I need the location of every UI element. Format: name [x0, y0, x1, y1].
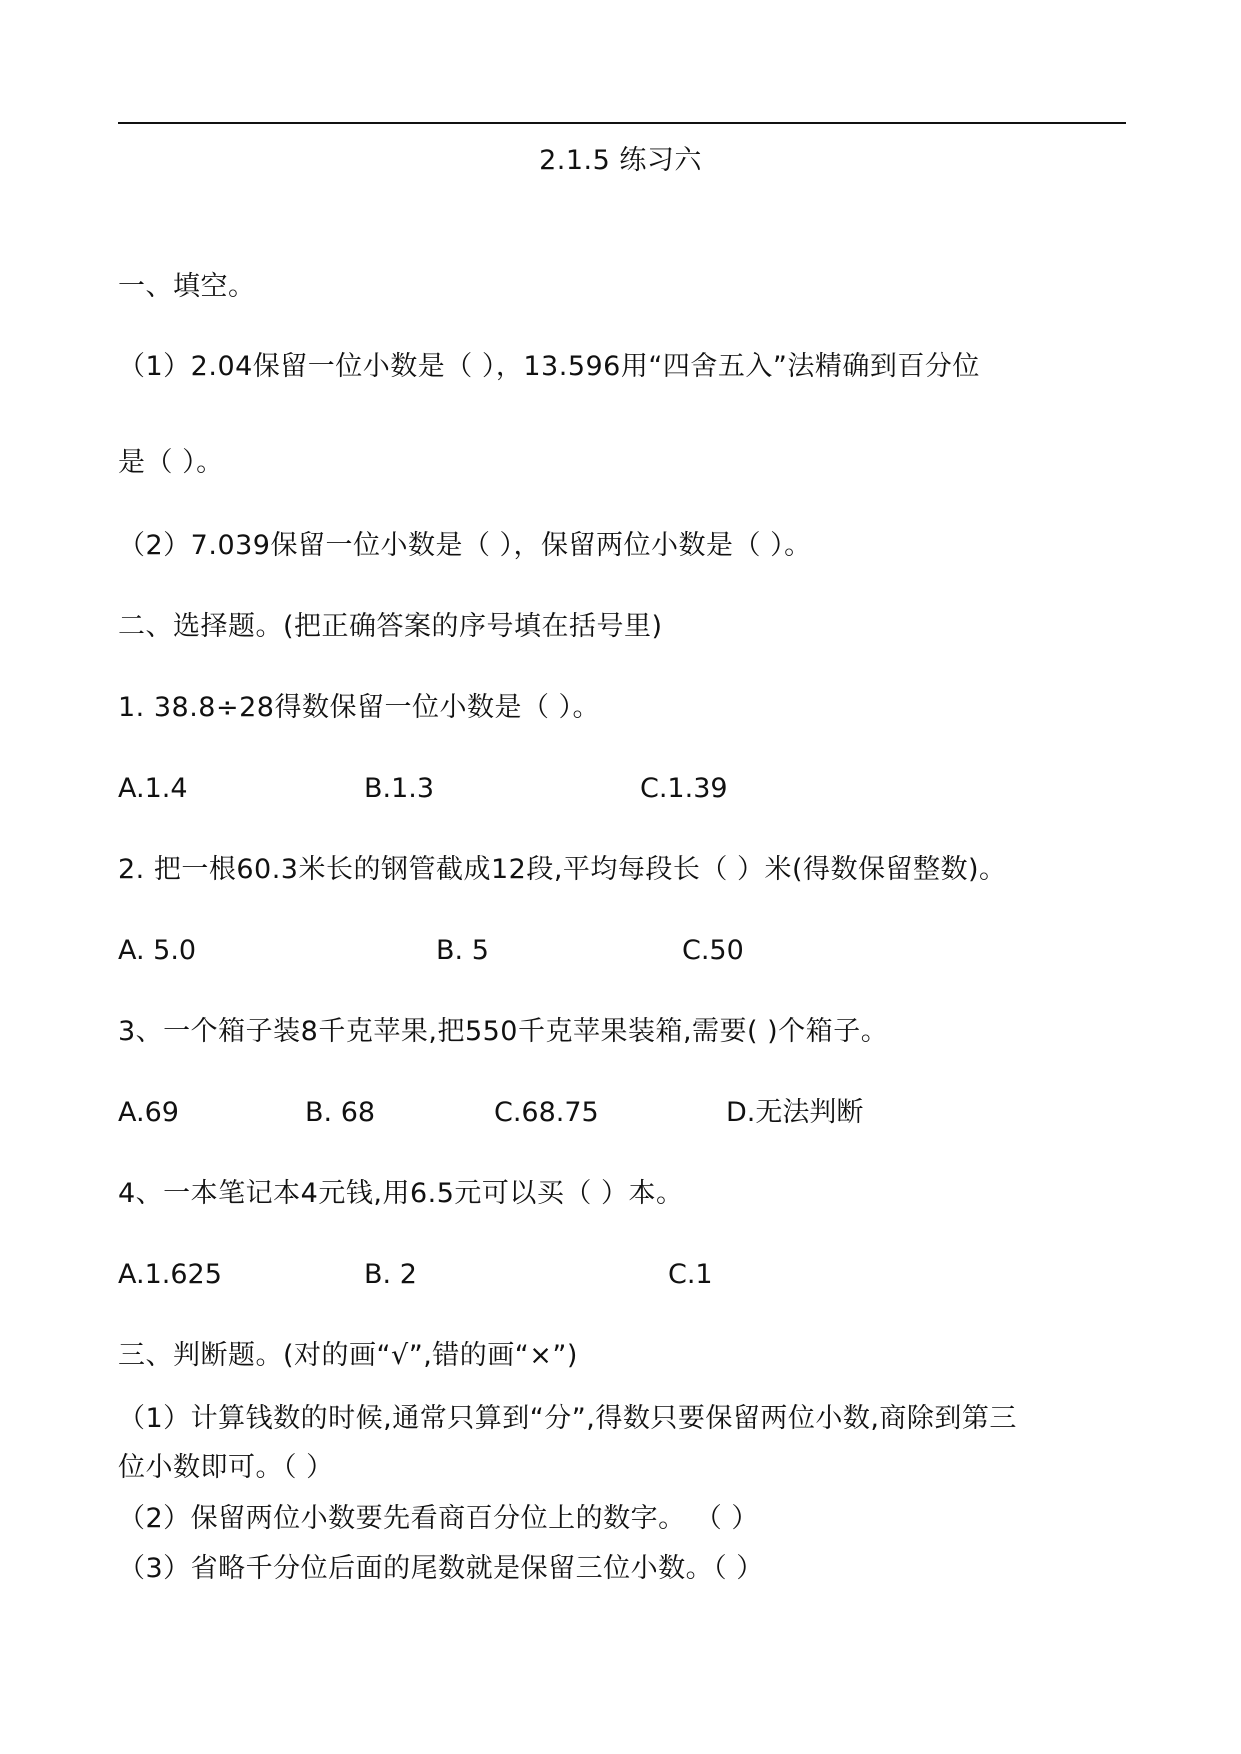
- judge-question-2: （2）保留两位小数要先看商百分位上的数字。 （ ）: [118, 1503, 759, 1534]
- fill-question-1-line-1: （1）2.04保留一位小数是（ ），13.596用“四舍五入”法精确到百分位: [118, 351, 980, 382]
- section-2-heading: 二、选择题。(把正确答案的序号填在括号里): [118, 611, 663, 642]
- choice-2-option-c: C.50: [682, 935, 744, 966]
- choice-1-option-c: C.1.39: [640, 773, 728, 804]
- choice-question-2: 2. 把一根60.3米长的钢管截成12段,平均每段长（ ）米(得数保留整数)。: [118, 854, 1007, 885]
- choice-4-option-c: C.1: [668, 1259, 713, 1290]
- choice-question-1: 1. 38.8÷28得数保留一位小数是（ ）。: [118, 692, 601, 723]
- choice-3-option-b: B. 68: [305, 1097, 376, 1128]
- choice-question-3: 3、一个箱子装8千克苹果,把550千克苹果装箱,需要( )个箱子。: [118, 1016, 889, 1047]
- choice-3-option-a: A.69: [118, 1097, 179, 1128]
- choice-4-option-b: B. 2: [364, 1259, 417, 1290]
- page-title: 2.1.5 练习六: [539, 145, 702, 176]
- choice-1-option-b: B.1.3: [364, 773, 435, 804]
- judge-question-1-line-1: （1）计算钱数的时候,通常只算到“分”,得数只要保留两位小数,商除到第三: [118, 1403, 1017, 1434]
- section-3-heading: 三、判断题。(对的画“√”,错的画“×”): [118, 1340, 578, 1371]
- choice-question-4: 4、一本笔记本4元钱,用6.5元可以买（ ）本。: [118, 1178, 684, 1209]
- fill-question-2: （2）7.039保留一位小数是（ ），保留两位小数是（ ）。: [118, 530, 812, 561]
- header-rule: [118, 122, 1126, 124]
- choice-3-option-d: D.无法判断: [726, 1097, 864, 1128]
- fill-question-1-line-2: 是（ ）。: [118, 447, 224, 478]
- choice-4-option-a: A.1.625: [118, 1259, 222, 1290]
- choice-1-option-a: A.1.4: [118, 773, 188, 804]
- section-1-heading: 一、填空。: [118, 271, 256, 302]
- choice-3-option-c: C.68.75: [494, 1097, 599, 1128]
- judge-question-1-line-2: 位小数即可。（ ）: [118, 1452, 334, 1483]
- choice-2-option-b: B. 5: [436, 935, 489, 966]
- choice-2-option-a: A. 5.0: [118, 935, 197, 966]
- judge-question-3: （3）省略千分位后面的尾数就是保留三位小数。（ ）: [118, 1553, 764, 1584]
